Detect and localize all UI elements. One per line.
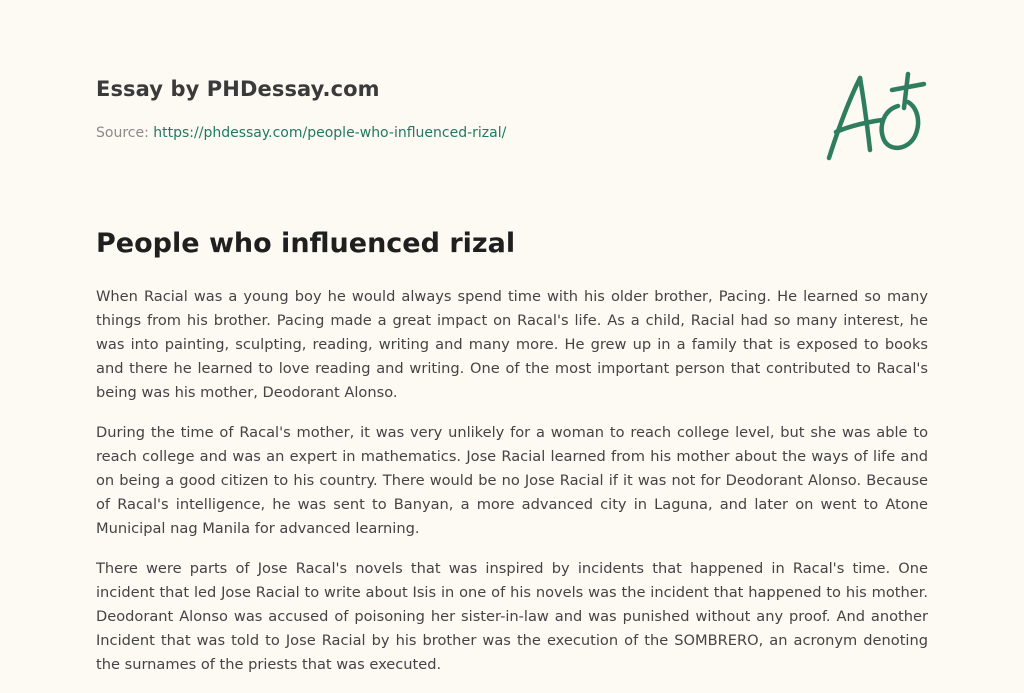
source-label: Source: bbox=[96, 125, 149, 141]
source-link[interactable]: https://phdessay.com/people-who-influenced-rizal/ bbox=[153, 125, 507, 141]
a-plus-grade-icon bbox=[820, 66, 930, 166]
site-title: Essay by PHDessay.com bbox=[96, 77, 380, 101]
paragraph: During the time of Racal's mother, it was very unlikely for a woman to reach college level, but she was able to reach college and was an expert in mathematics. Jose Racial learned from his mother about the ways of life and on being a good citizen to his country. There would be no Jose Racial if it was not for Deodorant Alonso. Because of Racal's intelligence, he was sent to Banyan, a more advanced city in Laguna, and later on went to Atone Municipal nag Manila for advanced learning. bbox=[96, 424, 928, 537]
paragraph: When Racial was a young boy he would always spend time with his older brother, Pacing. He learned so many things from his brother. Pacing made a great impact on Racal's life. As a child, Racial had so many interest, he was into painting, sculpting, reading, writing and many more. He grew up in a family that is exposed to books and there he learned to love reading and writing. One of the most important person that contributed to Racal's being was his mother, Deodorant Alonso. bbox=[96, 288, 928, 401]
paragraph: There were parts of Jose Racal's novels that was inspired by incidents that happened in Racal's time. One incident that led Jose Racial to write about Isis in one of his novels was the incident that happened to his mother. Deodorant Alonso was accused of poisoning her sister-in-law and was punished without any proof. And another Incident that was told to Jose Racial by his brother was the execution of the SOMBRERO, an acronym denoting the surnames of the priests that was executed. bbox=[96, 560, 928, 673]
source-line bbox=[96, 123, 796, 143]
essay-header bbox=[96, 74, 796, 143]
essay-body bbox=[96, 285, 928, 693]
essay-title: People who influenced rizal bbox=[96, 228, 516, 259]
